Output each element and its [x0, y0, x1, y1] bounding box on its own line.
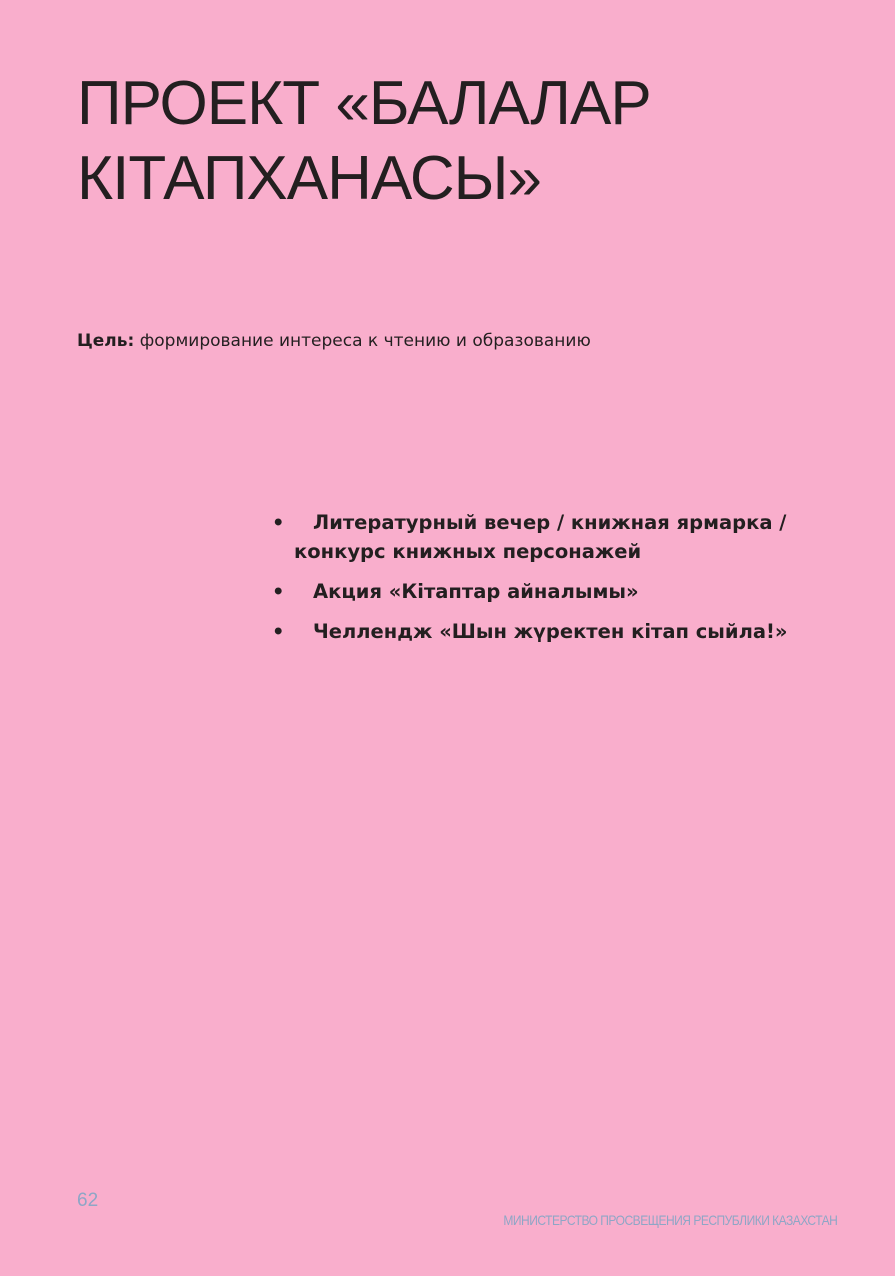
page-number: 62 [77, 1190, 99, 1211]
page-title-line-1: ПРОЕКТ «БАЛАЛАР [77, 69, 651, 138]
list-item [272, 617, 832, 646]
goal-text: формирование интереса к чтению и образованию [134, 331, 591, 351]
list-item [272, 508, 832, 566]
page-title-line-2: КІТАПХАНАСЫ» [77, 144, 541, 213]
bullet-icon: • [272, 580, 285, 603]
list-item-text-continued: конкурс книжных персонажей [294, 540, 642, 563]
list-item-text: Челлендж «Шын жүректен кітап сыйла!» [313, 620, 788, 643]
bullet-icon: • [272, 620, 285, 643]
list-item [272, 577, 832, 606]
footer-organization: МИНИСТЕРСТВО ПРОСВЕЩЕНИЯ РЕСПУБЛИКИ КАЗАХСТАН [503, 1212, 837, 1228]
page-title [77, 66, 837, 216]
list-item-text: Акция «Кітаптар айналымы» [313, 580, 639, 603]
activities-list [272, 508, 832, 657]
goal-statement [77, 329, 837, 353]
goal-label: Цель: [77, 331, 135, 351]
bullet-icon: • [272, 511, 285, 534]
list-item-text: Литературный вечер / книжная ярмарка / [313, 511, 787, 534]
